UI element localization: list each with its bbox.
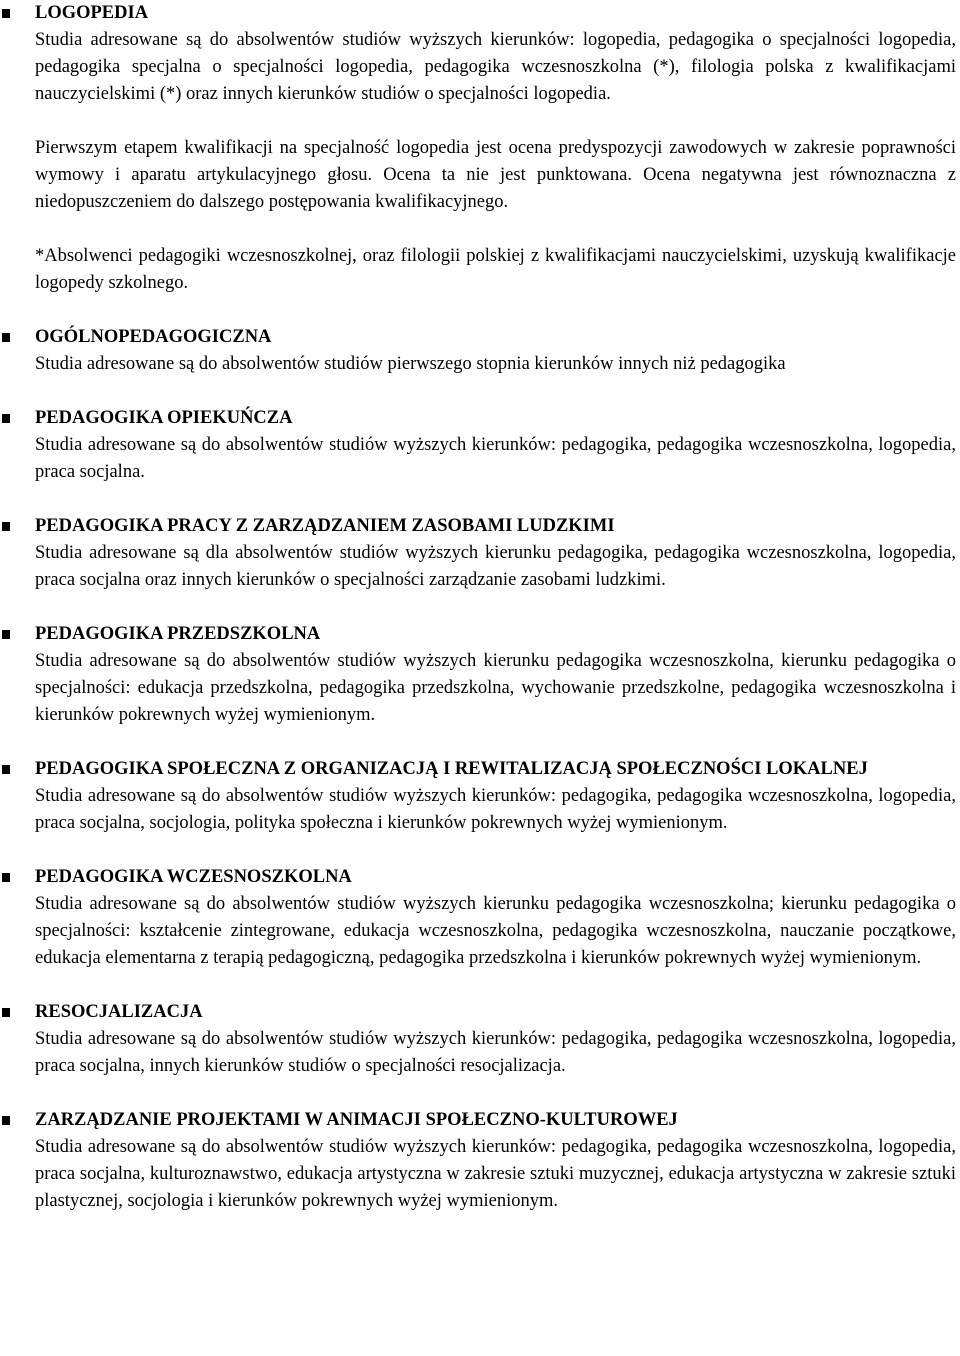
section-paragraph: Pierwszym etapem kwalifikacji na specjalność logopedia jest ocena predyspozycji zawodowych w zakresie poprawności wymowy i aparatu artykulacyjnego głosu. Ocena ta nie jest punktowana. Ocena negatywna jest równoznaczna z niedopuszczeniem do dalszego postępowania kwalifikacyjnego. xyxy=(35,138,956,212)
section-paragraph: Studia adresowane są do absolwentów studiów wyższych kierunków: pedagogika, pedagogika wczesnoszkolna, logopedia, praca socjalna, kulturoznawstwo, edukacja artystyczna w zakresie sztuki muzycznej, edukacja artystyczna w zakresie sztuki plastycznej, socjologia i kierunków pokrewnych wyżej wymienionym. xyxy=(35,1137,956,1211)
square-bullet-icon xyxy=(2,630,10,639)
square-bullet-icon xyxy=(2,1116,10,1125)
section-ogolnopedagogiczna xyxy=(0,324,956,378)
section-title: PEDAGOGIKA SPOŁECZNA Z ORGANIZACJĄ I REWITALIZACJĄ SPOŁECZNOŚCI LOKALNEJ xyxy=(35,759,868,779)
section-title: OGÓLNOPEDAGOGICZNA xyxy=(35,327,272,347)
section-paragraph: Studia adresowane są do absolwentów studiów pierwszego stopnia kierunków innych niż pedagogika xyxy=(35,354,786,374)
section-title: PEDAGOGIKA PRACY Z ZARZĄDZANIEM ZASOBAMI LUDZKIMI xyxy=(35,516,615,536)
section-title: PEDAGOGIKA PRZEDSZKOLNA xyxy=(35,624,321,644)
square-bullet-icon xyxy=(2,522,10,531)
section-paragraph: Studia adresowane są do absolwentów studiów wyższych kierunków: pedagogika, pedagogika wczesnoszkolna, logopedia, praca socjalna, socjologia, polityka społeczna i kierunków pokrewnych wyżej wymienionym. xyxy=(35,786,956,833)
section-paragraph: Studia adresowane są do absolwentów studiów wyższych kierunku pedagogika wczesnoszkolna, kierunku pedagogika o specjalności: edukacja przedszkolna, pedagogika przedszkolna, wychowanie przedszkolne, pedagogika wczesnoszkolna i kierunków pokrewnych wyżej wymienionym. xyxy=(35,651,956,725)
section-paragraph: Studia adresowane są do absolwentów studiów wyższych kierunków: logopedia, pedagogika o specjalności logopedia, pedagogika specjalna o specjalności logopedia, pedagogika wczesnoszkolna (*), filologia polska z kwalifikacjami nauczycielskimi (*) oraz innych kierunków studiów o specjalności logopedia. xyxy=(35,30,956,104)
section-title: ZARZĄDZANIE PROJEKTAMI W ANIMACJI SPOŁECZNO-KULTUROWEJ xyxy=(35,1110,678,1130)
square-bullet-icon xyxy=(2,333,10,342)
section-title: RESOCJALIZACJA xyxy=(35,1002,203,1022)
section-pedagogika-pracy xyxy=(0,513,956,594)
section-logopedia xyxy=(0,0,956,297)
section-resocjalizacja xyxy=(0,999,956,1080)
section-paragraph: Studia adresowane są do absolwentów studiów wyższych kierunku pedagogika wczesnoszkolna; kierunku pedagogika o specjalności: kształcenie zintegrowane, edukacja wczesnoszkolna, pedagogika wczesnoszkolna, nauczanie początkowe, edukacja elementarna z terapią pedagogiczną, pedagogika przedszkolna i kierunków pokrewnych wyżej wymienionym. xyxy=(35,894,956,968)
square-bullet-icon xyxy=(2,765,10,774)
square-bullet-icon xyxy=(2,9,10,18)
section-pedagogika-spoleczna xyxy=(0,756,956,837)
section-footnote: *Absolwenci pedagogiki wczesnoszkolnej, oraz filologii polskiej z kwalifikacjami nauczycielskimi, uzyskują kwalifikacje logopedy szkolnego. xyxy=(35,246,956,293)
section-paragraph: Studia adresowane są do absolwentów studiów wyższych kierunków: pedagogika, pedagogika wczesnoszkolna, logopedia, praca socjalna. xyxy=(35,435,956,482)
section-pedagogika-przedszkolna xyxy=(0,621,956,729)
section-pedagogika-wczesnoszkolna xyxy=(0,864,956,972)
square-bullet-icon xyxy=(2,1008,10,1017)
section-paragraph: Studia adresowane są dla absolwentów studiów wyższych kierunku pedagogika, pedagogika wczesnoszkolna, logopedia, praca socjalna oraz innych kierunków o specjalności zarządzanie zasobami ludzkimi. xyxy=(35,543,956,590)
section-pedagogika-opiekuncza xyxy=(0,405,956,486)
section-title: LOGOPEDIA xyxy=(35,3,149,23)
square-bullet-icon xyxy=(2,414,10,423)
section-title: PEDAGOGIKA WCZESNOSZKOLNA xyxy=(35,867,352,887)
square-bullet-icon xyxy=(2,873,10,882)
section-zarzadzanie-projektami xyxy=(0,1107,956,1215)
section-title: PEDAGOGIKA OPIEKUŃCZA xyxy=(35,408,293,428)
section-paragraph: Studia adresowane są do absolwentów studiów wyższych kierunków: pedagogika, pedagogika wczesnoszkolna, logopedia, praca socjalna, innych kierunków studiów o specjalności resocjalizacja. xyxy=(35,1029,956,1076)
